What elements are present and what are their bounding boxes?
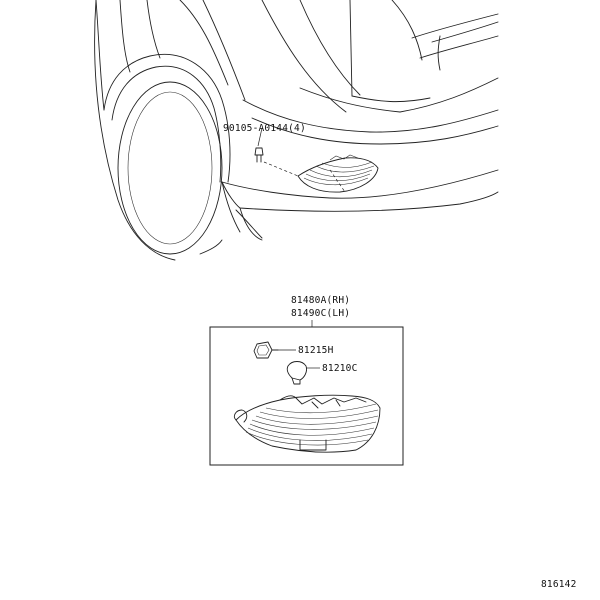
label-bolt: 90105-A0144(4) xyxy=(223,123,306,134)
bolt-icon xyxy=(255,148,263,162)
label-socket: 81215H xyxy=(298,345,334,356)
label-assembly-lh: 81490C(LH) xyxy=(291,308,351,319)
bulb-icon xyxy=(287,362,306,385)
install-dashed-line xyxy=(264,162,298,176)
socket-icon xyxy=(254,342,278,358)
label-bulb: 81210C xyxy=(322,363,358,374)
diagram-id: 816142 xyxy=(541,579,577,590)
label-assembly-rh: 81480A(RH) xyxy=(291,295,351,306)
reflector-installed xyxy=(298,155,378,192)
reflector-lamp-assembly xyxy=(234,395,380,452)
install-dashed-line-2 xyxy=(330,170,345,192)
